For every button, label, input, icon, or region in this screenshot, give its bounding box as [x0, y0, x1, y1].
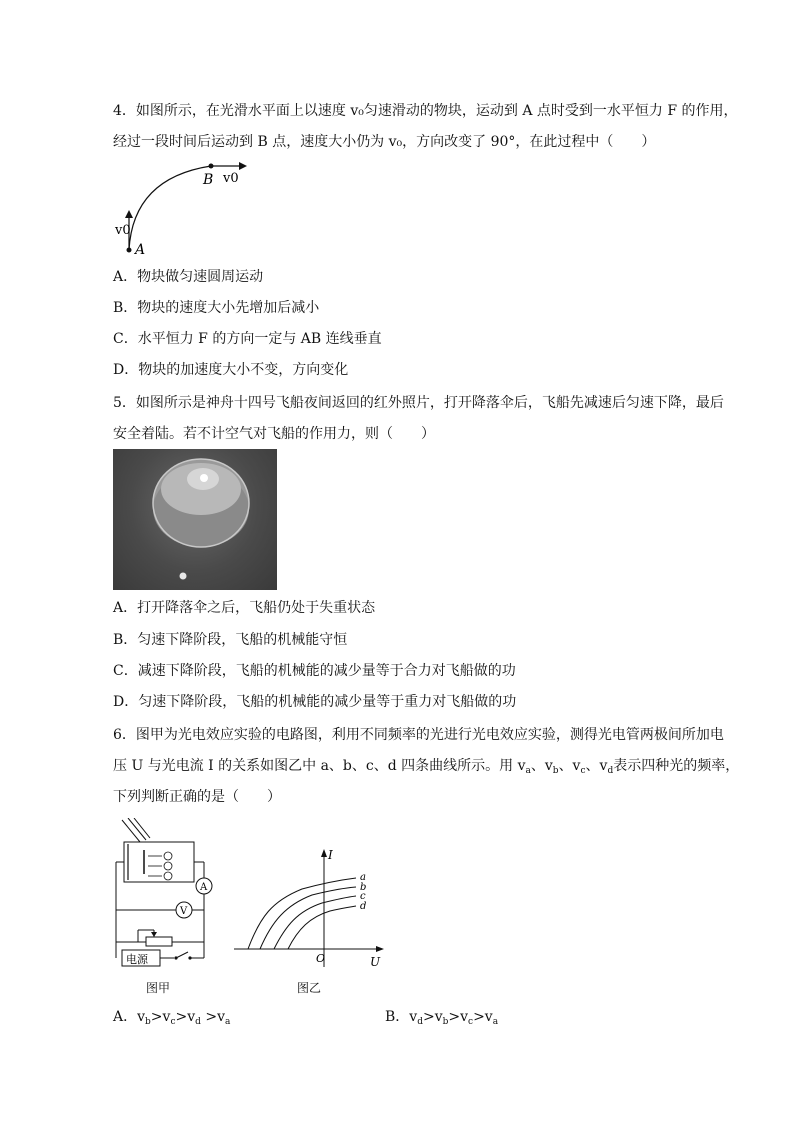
label-v0-top: v0 [223, 171, 239, 186]
q4-option-d[interactable]: D．物块的加速度大小不变，方向变化 [113, 362, 349, 378]
q6-iu-graph [232, 845, 388, 970]
q6-option-b[interactable]: B．$v_d>v_b>v_c>v_a$ [385, 1009, 499, 1027]
svg-text:电源: 电源 [126, 953, 148, 966]
svg-text:b: b [360, 882, 367, 893]
curve-b [260, 887, 356, 949]
curve-c [274, 896, 356, 949]
figure-jia-caption: 图甲 [146, 981, 171, 995]
q6-stem-line1: 6．图甲为光电效应实验的电路图，利用不同频率的光进行光电效应实验，测得光电管两极间所加电 [113, 727, 724, 743]
svg-text:a: a [360, 872, 366, 883]
q5-stem-line2: 安全着陆。若不计空气对飞船的作用力，则（ ） [113, 426, 435, 442]
label-a: A [135, 242, 146, 258]
svg-text:c: c [360, 891, 366, 902]
q6-stem-line3: 下列判断正确的是（ ） [113, 789, 281, 805]
q6-circuit-diagram [108, 818, 218, 968]
q4-figure [105, 158, 265, 258]
q5-infrared-photo [113, 449, 277, 590]
q5-option-d[interactable]: D．匀速下降阶段，飞船的机械能的减少量等于重力对飞船做的功 [113, 694, 517, 710]
q6-stem-line2: 压 U 与光电流 I 的关系如图乙中 a、b、c、d 四条曲线所示。用 $v_a$、$v_b$、$v_c$、$v_d$表示四种光的频率， [113, 758, 740, 776]
q5-option-b[interactable]: B．匀速下降阶段，飞船的机械能守恒 [113, 632, 348, 648]
svg-text:U: U [370, 955, 381, 969]
rheostat-icon [146, 937, 172, 946]
q4-option-b[interactable]: B．物块的速度大小先增加后减小 [113, 300, 320, 316]
q4-option-a[interactable]: A．物块做匀速圆周运动 [113, 269, 264, 285]
q6-option-a[interactable]: A．$v_b>v_c>v_d >v_a$ [113, 1009, 231, 1027]
trajectory-arc [129, 166, 214, 250]
q5-option-a[interactable]: A．打开降落伞之后，飞船仍处于失重状态 [113, 600, 376, 616]
curve-d [288, 906, 356, 949]
svg-text:I: I [328, 848, 333, 862]
switch-icon [176, 952, 188, 958]
figure-yi-caption: 图乙 [297, 981, 322, 995]
svg-text:A: A [200, 882, 208, 893]
svg-text:d: d [360, 901, 367, 912]
q5-option-c[interactable]: C．减速下降阶段，飞船的机械能的减少量等于合力对飞船做的功 [113, 663, 516, 679]
arrow-right-icon [239, 162, 247, 170]
label-b: B [203, 172, 214, 188]
arrow-up-icon [125, 210, 133, 218]
svg-text:V: V [180, 906, 188, 917]
label-v0-left: v0 [115, 223, 131, 238]
q4-option-c[interactable]: C．水平恒力 F 的方向一定与 AB 连线垂直 [113, 331, 382, 347]
q4-stem-line1: 4．如图所示，在光滑水平面上以速度 v₀匀速滑动的物块，运动到 A 点时受到一水平恒力 F 的作用， [113, 103, 738, 119]
capsule-light [180, 573, 187, 580]
q5-stem-line1: 5．如图所示是神舟十四号飞船夜间返回的红外照片，打开降落伞后，飞船先减速后匀速下降，最后 [113, 395, 724, 411]
q4-stem-line2: 经过一段时间后运动到 B 点，速度大小仍为 v₀，方向改变了 90°，在此过程中（ ） [113, 134, 656, 150]
svg-text:O: O [316, 952, 326, 965]
